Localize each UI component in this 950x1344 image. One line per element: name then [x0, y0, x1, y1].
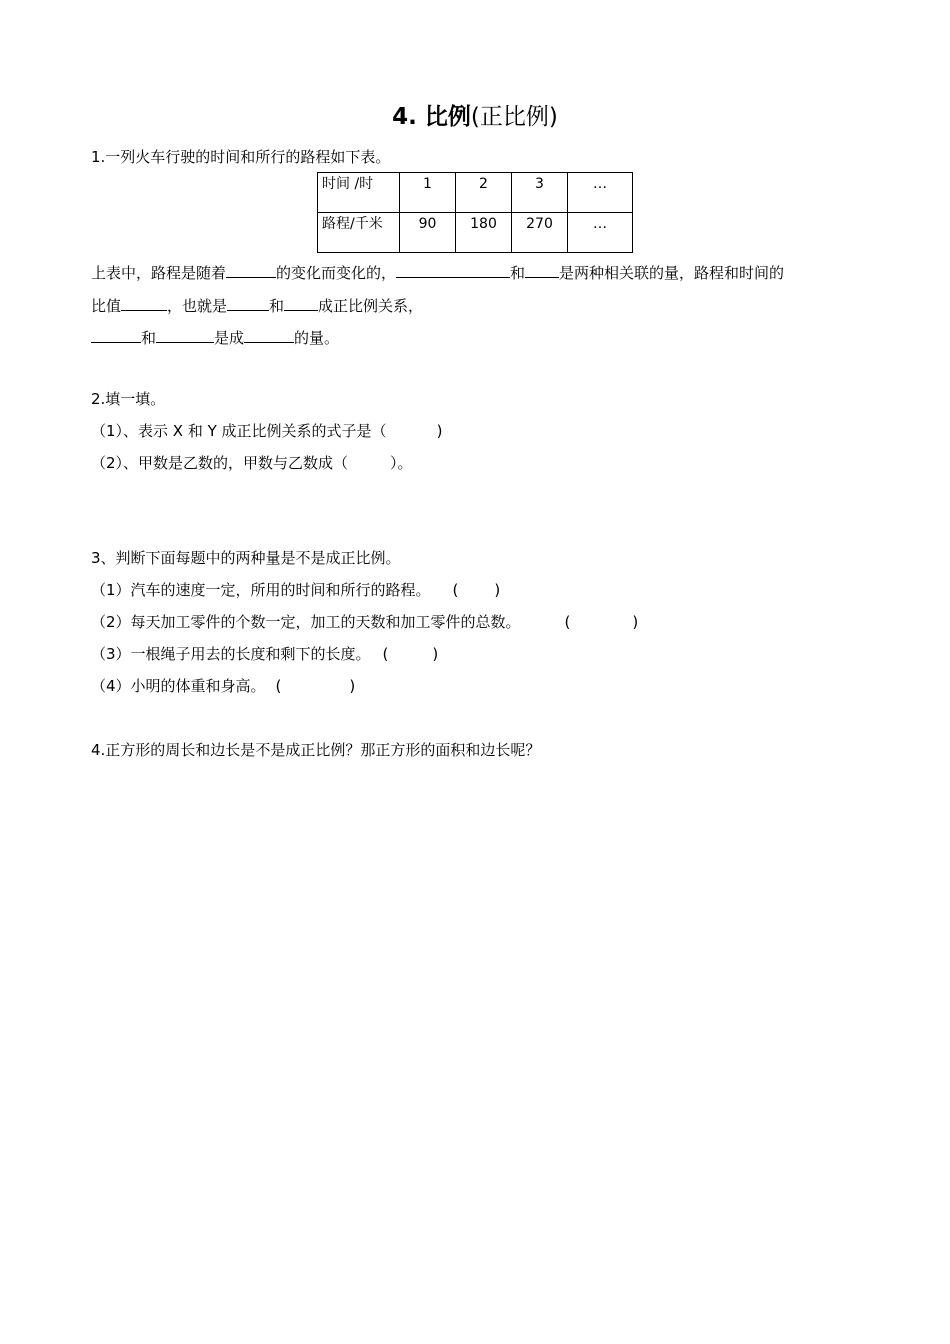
table-cell: 180 [456, 213, 512, 253]
text-segment: （2）每天加工零件的个数一定，加工的天数和加工零件的总数。 [91, 613, 521, 631]
q1-fill-line-3 [91, 327, 339, 348]
q3-item-4 [91, 676, 355, 696]
text-segment: ( [564, 613, 571, 631]
q1-stem: 1.一列火车行驶的时间和所行的路程如下表。 [91, 148, 391, 166]
text-segment: 和 [141, 329, 157, 347]
text-segment: ( [452, 581, 459, 599]
table-cell: … [568, 213, 633, 253]
text-segment: 上表中，路程是随着 [91, 264, 227, 282]
q2-item-2 [91, 453, 413, 473]
text-segment: （1）汽车的速度一定，所用的时间和所行的路程。 [91, 581, 431, 599]
q2-stem: 2.填一填。 [91, 390, 166, 408]
text-segment: （3）一根绳子用去的长度和剩下的长度。 [91, 645, 371, 663]
text-segment: ) [432, 645, 439, 663]
table-cell: 270 [512, 213, 568, 253]
text-segment: 是两种相关联的量，路程和时间的 [559, 264, 785, 282]
q1-fill-line-1 [91, 262, 784, 283]
text-segment: 的量。 [294, 329, 340, 347]
answer-blank[interactable] [284, 295, 318, 311]
text-segment: 比值 [91, 297, 122, 315]
text-segment: （4）小明的体重和身高。 [91, 677, 266, 695]
answer-blank[interactable] [156, 327, 214, 343]
answer-blank[interactable] [525, 262, 559, 278]
text-segment: ( [382, 645, 389, 663]
text-segment: （2）、甲数是乙数的，甲数与乙数成（ [91, 454, 349, 472]
answer-blank[interactable] [244, 327, 294, 343]
text-segment: 成正比例关系， [318, 297, 424, 315]
q3-item-2 [91, 612, 638, 632]
text-segment: 是成 [214, 329, 245, 347]
text-segment: ( [275, 677, 282, 695]
text-segment: ）。 [390, 454, 413, 472]
table-row [318, 213, 633, 253]
text-segment: ) [632, 613, 639, 631]
train-table [317, 172, 633, 253]
q4-stem: 4.正方形的周长和边长是不是成正比例？那正方形的面积和边长呢？ [91, 741, 541, 759]
answer-blank[interactable] [396, 262, 510, 278]
table-cell: 3 [512, 173, 568, 213]
table-cell: 时间 /时 [318, 173, 400, 213]
q2-item-1 [91, 421, 442, 441]
page-title [0, 102, 950, 132]
title-main: 4. 比例 [392, 104, 471, 130]
text-segment: ) [349, 677, 356, 695]
text-segment: ) [436, 422, 443, 440]
table-row [318, 173, 633, 213]
table-cell: 1 [400, 173, 456, 213]
q3-stem: 3、判断下面每题中的两种量是不是成正比例。 [91, 549, 401, 567]
answer-blank[interactable] [91, 327, 141, 343]
text-segment: 的变化而变化的， [276, 264, 397, 282]
answer-blank[interactable] [121, 295, 167, 311]
answer-blank[interactable] [226, 262, 276, 278]
table-cell: 路程/千米 [318, 213, 400, 253]
text-segment: ，也就是 [167, 297, 228, 315]
table-cell: 90 [400, 213, 456, 253]
q1-fill-line-2 [91, 295, 423, 316]
q3-item-1 [91, 580, 500, 600]
text-segment: 和 [269, 297, 285, 315]
answer-blank[interactable] [227, 295, 269, 311]
text-segment: （1）、表示 X 和 Y 成正比例关系的式子是（ [91, 422, 387, 440]
table-cell: 2 [456, 173, 512, 213]
text-segment: 和 [510, 264, 526, 282]
table-cell: … [568, 173, 633, 213]
q3-item-3 [91, 644, 438, 664]
text-segment: ) [494, 581, 501, 599]
title-sub: (正比例) [470, 104, 558, 130]
